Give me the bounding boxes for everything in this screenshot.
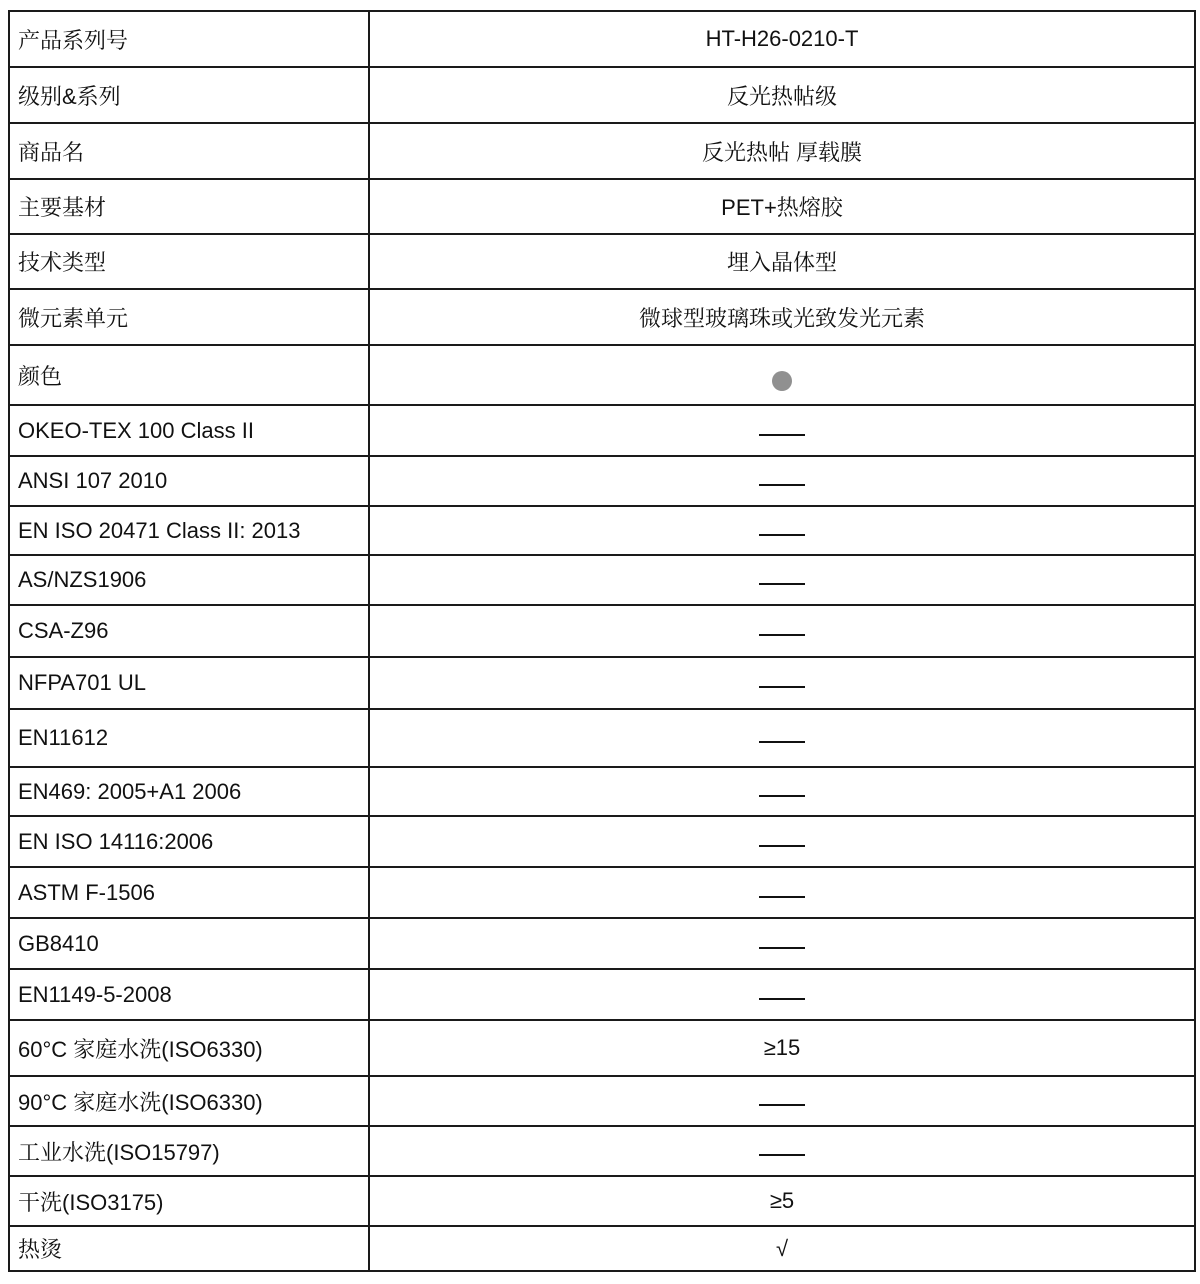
table-row: [9, 709, 1195, 767]
row-label: 热烫: [9, 1226, 369, 1271]
table-row: [9, 289, 1195, 345]
table-row: [9, 234, 1195, 289]
dash-mark: [759, 896, 805, 898]
row-value: [369, 1076, 1195, 1126]
dash-mark: [759, 845, 805, 847]
row-label: EN ISO 20471 Class II: 2013: [9, 506, 369, 555]
row-value: 埋入晶体型: [369, 234, 1195, 289]
row-label: CSA-Z96: [9, 605, 369, 657]
row-label: 主要基材: [9, 179, 369, 234]
row-value: 反光热帖 厚载膜: [369, 123, 1195, 179]
row-label: 级别&系列: [9, 67, 369, 123]
table-row: [9, 605, 1195, 657]
table-row: [9, 506, 1195, 555]
spec-table: [8, 10, 1196, 1272]
row-label: 工业水洗(ISO15797): [9, 1126, 369, 1176]
dash-mark: [759, 634, 805, 636]
table-row: [9, 67, 1195, 123]
table-row: [9, 179, 1195, 234]
dash-mark: [759, 947, 805, 949]
row-value: ≥5: [369, 1176, 1195, 1226]
row-label: GB8410: [9, 918, 369, 969]
row-label: 60°C 家庭水洗(ISO6330): [9, 1020, 369, 1076]
dash-mark: [759, 795, 805, 797]
row-value: [369, 506, 1195, 555]
table-row: [9, 969, 1195, 1020]
row-value: [369, 767, 1195, 816]
row-label: 干洗(ISO3175): [9, 1176, 369, 1226]
dash-mark: [759, 583, 805, 585]
dash-mark: [759, 484, 805, 486]
dash-mark: [759, 1154, 805, 1156]
row-label: ANSI 107 2010: [9, 456, 369, 506]
row-value: [369, 405, 1195, 456]
dash-mark: [759, 998, 805, 1000]
table-row: [9, 1020, 1195, 1076]
table-row: [9, 345, 1195, 405]
table-row: [9, 816, 1195, 867]
row-label: EN11612: [9, 709, 369, 767]
table-row: [9, 918, 1195, 969]
row-value: 微球型玻璃珠或光致发光元素: [369, 289, 1195, 345]
row-label: EN469: 2005+A1 2006: [9, 767, 369, 816]
row-value: [369, 555, 1195, 605]
row-label: NFPA701 UL: [9, 657, 369, 709]
row-label: 微元素单元: [9, 289, 369, 345]
row-value: [369, 918, 1195, 969]
table-row: [9, 405, 1195, 456]
table-row: [9, 11, 1195, 67]
table-row: [9, 555, 1195, 605]
dash-mark: [759, 1104, 805, 1106]
table-row: [9, 1076, 1195, 1126]
row-value: [369, 867, 1195, 918]
row-label: AS/NZS1906: [9, 555, 369, 605]
row-label: 商品名: [9, 123, 369, 179]
dash-mark: [759, 534, 805, 536]
row-label: ASTM F-1506: [9, 867, 369, 918]
row-label: 技术类型: [9, 234, 369, 289]
row-label: EN1149-5-2008: [9, 969, 369, 1020]
row-value: ≥15: [369, 1020, 1195, 1076]
row-value: [369, 605, 1195, 657]
color-swatch: [772, 371, 792, 391]
row-value: [369, 709, 1195, 767]
table-row: [9, 767, 1195, 816]
dash-mark: [759, 741, 805, 743]
row-value: 反光热帖级: [369, 67, 1195, 123]
row-value: HT-H26-0210-T: [369, 11, 1195, 67]
table-row: [9, 867, 1195, 918]
table-row: [9, 657, 1195, 709]
row-value: [369, 1126, 1195, 1176]
table-row: [9, 123, 1195, 179]
table-row: [9, 1226, 1195, 1271]
row-label: OKEO-TEX 100 Class II: [9, 405, 369, 456]
dash-mark: [759, 434, 805, 436]
spec-table-body: [9, 11, 1195, 1271]
table-row: [9, 456, 1195, 506]
row-label: 90°C 家庭水洗(ISO6330): [9, 1076, 369, 1126]
row-label: 颜色: [9, 345, 369, 405]
table-row: [9, 1126, 1195, 1176]
row-value: [369, 816, 1195, 867]
row-label: 产品系列号: [9, 11, 369, 67]
row-value: PET+热熔胶: [369, 179, 1195, 234]
row-value: [369, 657, 1195, 709]
row-value: [369, 345, 1195, 405]
row-label: EN ISO 14116:2006: [9, 816, 369, 867]
row-value: [369, 456, 1195, 506]
row-value: [369, 969, 1195, 1020]
dash-mark: [759, 686, 805, 688]
row-value: √: [369, 1226, 1195, 1271]
table-row: [9, 1176, 1195, 1226]
